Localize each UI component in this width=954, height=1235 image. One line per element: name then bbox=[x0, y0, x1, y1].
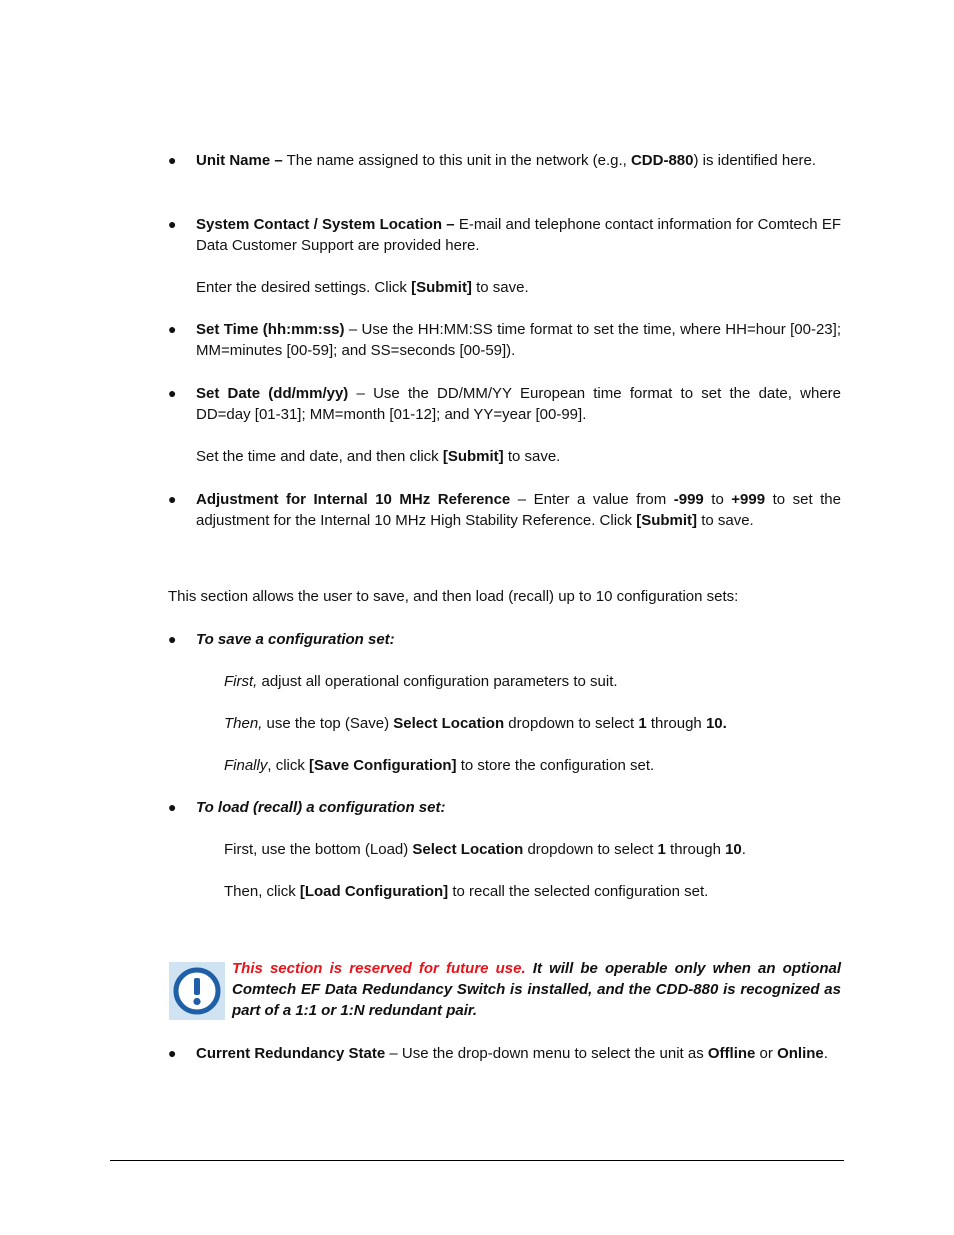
footer-rule bbox=[110, 1160, 844, 1161]
bullet-dot: ● bbox=[168, 491, 177, 507]
save-step-2: Then, use the top (Save) Select Location dropdown to select 1 through 10. bbox=[224, 715, 727, 732]
bullet-dot: ● bbox=[168, 321, 177, 337]
bullet-dot: ● bbox=[168, 799, 177, 815]
bullet-unit-name bbox=[168, 150, 841, 171]
bullet-dot: ● bbox=[168, 631, 177, 647]
bullet-text: Set Time (hh:mm:ss) – Use the HH:MM:SS time format to set the time, where HH=hour [00-23]; MM=minutes [00-59]; and SS=seconds [00-59]). bbox=[196, 321, 841, 359]
config-intro: This section allows the user to save, and then load (recall) up to 10 configuration sets: bbox=[168, 588, 739, 605]
bullet-redundancy-state bbox=[168, 1043, 841, 1064]
enter-settings-text: Enter the desired settings. Click [Submit] to save. bbox=[196, 279, 529, 296]
bullet-text: Set Date (dd/mm/yy) – Use the DD/MM/YY European time format to set the date, where DD=day [01-31]; MM=month [01-12]; and YY=year [00-99]. bbox=[196, 385, 841, 423]
bullet-text: System Contact / System Location – E-mail and telephone contact information for Comtech EF Data Customer Support are provided here. bbox=[196, 216, 841, 254]
bullet-adjustment bbox=[168, 489, 841, 531]
bullet-text: Adjustment for Internal 10 MHz Reference – Enter a value from -999 to +999 to set the adjustment for the Internal 10 MHz High Stability Reference. Click [Submit] to save. bbox=[196, 491, 841, 529]
save-config-heading: To save a configuration set: bbox=[196, 631, 395, 648]
save-step-1: First, adjust all operational configuration parameters to suit. bbox=[224, 673, 618, 690]
bullet-load-config bbox=[168, 797, 841, 818]
bullet-set-time bbox=[168, 319, 841, 361]
load-step-2: Then, click [Load Configuration] to recall the selected configuration set. bbox=[224, 883, 709, 900]
note-icon-box bbox=[169, 962, 225, 1020]
bullet-text: Current Redundancy State – Use the drop-down menu to select the unit as Offline or Online. bbox=[196, 1045, 828, 1062]
bullet-save-config bbox=[168, 629, 841, 650]
bullet-dot: ● bbox=[168, 385, 177, 401]
bullet-dot: ● bbox=[168, 1045, 177, 1061]
bullet-system-contact bbox=[168, 214, 841, 256]
bullet-dot: ● bbox=[168, 152, 177, 168]
bullet-text: Unit Name – The name assigned to this unit in the network (e.g., CDD-880) is identified here. bbox=[196, 152, 817, 169]
bullet-dot: ● bbox=[168, 216, 177, 232]
note-text: This section is reserved for future use. It will be operable only when an optional Comtech EF Data Redundancy Switch is installed, and the CDD-880 is recognized as part of a 1:1 or 1:N redundant pair. bbox=[232, 960, 841, 1019]
set-time-date-text: Set the time and date, and then click [Submit] to save. bbox=[196, 448, 561, 465]
load-step-1: First, use the bottom (Load) Select Location dropdown to select 1 through 10. bbox=[224, 841, 746, 858]
save-step-3: Finally, click [Save Configuration] to store the configuration set. bbox=[224, 757, 655, 774]
exclamation-circle-icon bbox=[169, 962, 225, 1020]
load-config-heading: To load (recall) a configuration set: bbox=[196, 799, 446, 816]
bullet-set-date bbox=[168, 383, 841, 425]
